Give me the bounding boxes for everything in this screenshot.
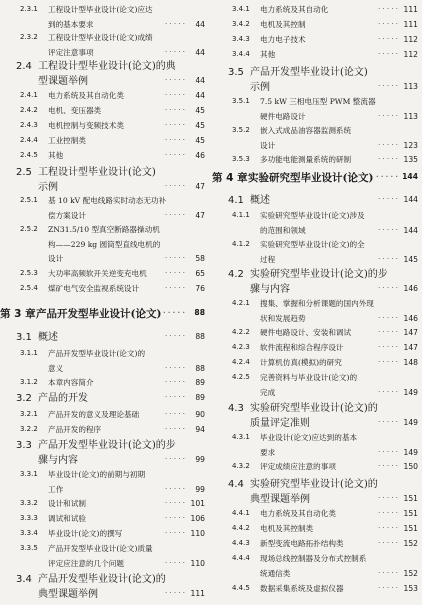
toc-entry (212, 156, 418, 171)
toc-page-number: 135 (403, 155, 418, 164)
toc-entry-title-line: 型课题举例 (38, 76, 88, 87)
toc-page-number: 76 (195, 284, 205, 293)
toc-entry-title-line: 电力电子技术 (260, 35, 306, 44)
toc-entry-title-line: 完成 (260, 387, 276, 397)
toc-page-number: 112 (403, 35, 418, 44)
toc-entry (0, 500, 205, 515)
toc-entry-title-line: 现场总线控制器及分布式控制系 (260, 554, 367, 563)
toc-entry-title-line: 硬件电路设计 (260, 111, 306, 121)
toc-entry-title-line: 产品开发的意义及理论基础 (48, 410, 140, 419)
toc-entry-number: 4.4.5 (232, 584, 250, 592)
toc-chapter-entry (0, 309, 205, 324)
toc-entry (0, 575, 205, 605)
toc-leader-dots: · · · · · (377, 358, 398, 366)
toc-entry-number: 4.3 (228, 403, 244, 414)
toc-entry-title-line: 骤与内容 (38, 455, 78, 466)
toc-entry (212, 510, 418, 525)
toc-leader-dots: · · · · · (163, 308, 185, 317)
toc-leader-dots: · · · · · (164, 254, 185, 262)
toc-page-number: 47 (195, 210, 205, 220)
toc-page-number: 147 (403, 343, 418, 352)
toc-entry-number: 4.2.2 (232, 328, 250, 336)
toc-entry-number: 4.1.1 (232, 211, 250, 219)
toc-page-number: 88 (195, 332, 205, 341)
toc-entry (0, 530, 205, 545)
toc-entry-number: 4.1 (228, 195, 244, 206)
toc-page-number: 46 (195, 151, 205, 160)
toc-leader-dots: · · · · · (164, 19, 185, 28)
toc-entry-title-line: 实验研究型毕业设计(论文)的全 (260, 240, 365, 249)
toc-entry-title-line: 电机及其控制类 (260, 524, 314, 533)
toc-entry (0, 62, 205, 92)
toc-page-number: 153 (403, 584, 418, 593)
toc-page-number: 111 (190, 589, 205, 598)
toc-entry-title-line: 其他 (48, 151, 64, 160)
toc-entry (212, 21, 418, 36)
toc-entry-title-line: 评定成绩应注意的事项 (260, 462, 336, 471)
toc-entry (0, 34, 205, 63)
toc-entry-number: 3.4 (16, 574, 32, 585)
toc-leader-dots: · · · · · (164, 378, 185, 386)
toc-leader-dots: · · · · · (164, 151, 185, 159)
toc-entry-title-line: 典型课题举例 (250, 494, 310, 505)
toc-entry (0, 426, 205, 441)
toc-entry-number: 第 3 章 (0, 308, 36, 320)
toc-entry-title-line: 实验研究型毕业设计(论文)的 (250, 479, 378, 490)
toc-page-number: 150 (403, 462, 418, 471)
toc-page-number: 152 (403, 539, 418, 548)
toc-entry (212, 270, 418, 300)
toc-leader-dots: · · · · · (377, 462, 398, 470)
toc-leader-dots: · · · · · (164, 393, 185, 401)
toc-leader-dots: · · · · · (377, 5, 398, 13)
toc-page-number: 145 (403, 254, 418, 264)
toc-entry-number: 4.2.4 (232, 358, 250, 366)
toc-page-number: 144 (402, 172, 418, 181)
toc-leader-dots: · · · · · (377, 387, 398, 396)
toc-leader-dots: · · · · · (164, 47, 185, 56)
toc-entry-title-line: 硬件电路设计、安装和调试 (260, 328, 352, 337)
toc-leader-dots: · · · · · (164, 106, 185, 114)
toc-entry (212, 404, 418, 434)
toc-entry-title-line: 产品开发型毕业设计(论文)的 (38, 574, 166, 585)
toc-leader-dots: · · · · · (377, 35, 398, 43)
toc-entry-title-line: 多功能电能测量系统的研制 (260, 155, 352, 164)
toc-leader-dots: · · · · · (377, 494, 398, 502)
toc-entry (212, 585, 418, 600)
toc-leader-dots: · · · · · (377, 284, 398, 292)
toc-leader-dots: · · · · · (377, 313, 398, 322)
toc-page-number: 113 (403, 111, 418, 121)
toc-page-number: 89 (195, 378, 205, 387)
toc-entry-title-line: 本章内容简介 (48, 378, 94, 387)
toc-entry-number: 4.2.3 (232, 343, 250, 351)
toc-entry-title-line: 基 10 kV 配电线路实时动态无功补 (48, 196, 167, 205)
toc-entry-title-line: 7.5 kW 三相电压型 PWM 整流器 (260, 97, 376, 106)
toc-entry-number: 3.2.1 (20, 410, 38, 418)
toc-entry (212, 51, 418, 66)
toc-page-number: 99 (195, 484, 205, 494)
toc-entry-title-line: 产品开发型毕业设计(论文)的步 (38, 440, 176, 451)
toc-entry-title-line: 实验研究型毕业设计(论文) (248, 172, 374, 184)
toc-entry-title-line: 其他 (260, 50, 276, 59)
toc-leader-dots: · · · · · (164, 410, 185, 418)
toc-entry-number: 3.5.3 (232, 155, 250, 163)
toc-entry-title-line: 大功率高频软开关逆变充电机 (48, 269, 147, 278)
toc-entry-number: 2.5.4 (20, 284, 38, 292)
toc-entry-number: 3.2.2 (20, 425, 38, 433)
toc-leader-dots: · · · · · (377, 50, 398, 58)
toc-entry-number: 2.5.1 (20, 196, 38, 204)
toc-entry (0, 411, 205, 426)
toc-page-number: 147 (403, 328, 418, 337)
toc-entry-title-line: 设计和试制 (48, 499, 86, 508)
toc-entry-number: 2.5.2 (20, 225, 38, 233)
toc-leader-dots: · · · · · (377, 328, 398, 336)
toc-page-number: 146 (403, 284, 418, 293)
toc-entry (0, 226, 205, 270)
toc-entry (212, 241, 418, 270)
toc-leader-dots: · · · · · (164, 284, 185, 292)
toc-entry-title-line: 典型课题举例 (38, 589, 98, 600)
toc-page-number: 151 (403, 524, 418, 533)
toc-entry (212, 359, 418, 374)
toc-entry (212, 525, 418, 540)
toc-entry (0, 394, 205, 409)
toc-entry-number: 4.4.4 (232, 554, 250, 562)
toc-chapter-entry (212, 173, 418, 188)
toc-entry (0, 107, 205, 122)
toc-entry-number: 4.3.1 (232, 433, 250, 441)
toc-entry-title-line: 概述 (250, 195, 270, 206)
toc-page-number: 45 (195, 106, 205, 115)
toc-entry (0, 285, 205, 300)
toc-entry-title-line: 电力系统及其自动化类 (260, 509, 336, 518)
toc-entry (212, 434, 418, 463)
toc-entry-number: 4.4.1 (232, 509, 250, 517)
toc-entry (212, 98, 418, 127)
toc-leader-dots: · · · · · (164, 484, 185, 493)
toc-leader-dots: · · · · · (164, 269, 185, 277)
toc-entry-number: 2.5.3 (20, 269, 38, 277)
toc-entry-number: 2.4.5 (20, 151, 38, 159)
toc-page-number: 45 (195, 136, 205, 145)
toc-entry (212, 36, 418, 51)
toc-entry (212, 300, 418, 329)
toc-entry-title-line: ZN31.5/10 型真空断路器操动机 (48, 225, 160, 234)
toc-entry-title-line: 要求 (260, 447, 276, 457)
toc-entry-title-line: 质量评定准则 (250, 418, 310, 429)
toc-page-number: 110 (190, 558, 205, 568)
toc-leader-dots: · · · · · (164, 499, 185, 507)
toc-leader-dots: · · · · · (164, 425, 185, 433)
toc-entry-title-line: 电力系统及其自动化 (260, 5, 329, 14)
toc-page-number: 111 (403, 20, 418, 29)
toc-entry-title-line: 概述 (38, 332, 58, 343)
toc-page-number: 111 (403, 5, 418, 14)
toc-entry-number: 4.2.1 (232, 299, 250, 307)
toc-entry-title-line: 产品开发型毕业设计(论文)质量 (48, 544, 153, 553)
toc-entry-number: 2.4.1 (20, 91, 38, 99)
toc-leader-dots: · · · · · (377, 111, 398, 120)
toc-entry-title-line: 评定注意事项 (48, 47, 94, 57)
toc-entry-number: 3.3.2 (20, 499, 38, 507)
toc-leader-dots: · · · · · (377, 509, 398, 517)
toc-entry (0, 379, 205, 394)
toc-entry-title-line: 计算机仿真(模拟)的研究 (260, 358, 342, 367)
toc-entry (212, 68, 418, 98)
toc-entry-number: 3.3.1 (20, 470, 38, 478)
toc-entry-number: 3.4.3 (232, 35, 250, 43)
toc-entry-title-line: 煤矿电气安全监视系统设计 (48, 284, 140, 293)
toc-entry-number: 2.5 (16, 167, 32, 178)
toc-page-number: 123 (403, 140, 418, 150)
toc-leader-dots: · · · · · (164, 558, 185, 567)
toc-entry-number: 3.4.4 (232, 50, 250, 58)
toc-leader-dots: · · · · · (377, 155, 398, 163)
toc-entry-title-line: 产品开发的程序 (48, 425, 102, 434)
toc-entry (212, 555, 418, 584)
toc-entry-title-line: 毕业设计(论文)的前期与初期 (48, 470, 146, 479)
toc-entry-title-line: 设计 (48, 254, 64, 263)
toc-page-number: 149 (403, 418, 418, 427)
toc-leader-dots: · · · · · (164, 210, 185, 219)
toc-entry-number: 2.4 (16, 61, 32, 72)
toc-page-number: 44 (195, 91, 205, 100)
toc-entry-number: 4.4 (228, 479, 244, 490)
toc-entry-number: 2.3.1 (20, 5, 38, 13)
toc-entry (0, 92, 205, 107)
toc-entry (0, 515, 205, 530)
toc-leader-dots: · · · · · (377, 254, 398, 263)
toc-leader-dots: · · · · · (164, 182, 185, 190)
toc-leader-dots: · · · · · (164, 589, 185, 597)
toc-entry-title-line: 工程设计型毕业设计(论文)应达 (48, 5, 153, 14)
toc-entry-title-line: 产品开发型毕业设计(论文) (36, 308, 162, 320)
toc-page-number: 101 (190, 499, 205, 508)
toc-entry (0, 441, 205, 471)
toc-page-number: 149 (403, 387, 418, 397)
toc-entry (212, 212, 418, 241)
toc-page-number: 89 (195, 393, 205, 402)
toc-page-number: 151 (403, 494, 418, 503)
toc-leader-dots: · · · · · (164, 91, 185, 99)
toc-entry-title-line: 电机控制与变频技术类 (48, 121, 124, 130)
toc-leader-dots: · · · · · (377, 418, 398, 426)
toc-page-number: 144 (403, 195, 418, 204)
toc-entry (0, 122, 205, 137)
toc-entry-number: 3.3.5 (20, 544, 38, 552)
toc-leader-dots: · · · · · (164, 76, 185, 84)
toc-leader-dots: · · · · · (377, 225, 398, 234)
toc-entry-number: 3.1 (16, 332, 32, 343)
toc-entry-number: 2.4.4 (20, 136, 38, 144)
toc-entry-title-line: 评定应注意的几个问题 (48, 558, 124, 568)
toc-page-number: 149 (403, 447, 418, 457)
toc-leader-dots: · · · · · (377, 447, 398, 456)
toc-entry-title-line: 产品的开发 (38, 393, 88, 404)
toc-page-number: 152 (403, 568, 418, 578)
toc-leader-dots: · · · · · (164, 332, 185, 340)
toc-entry-title-line: 产品开发型毕业设计(论文)的 (48, 349, 146, 358)
toc-page-number: 58 (195, 254, 205, 263)
toc-entry-number: 3.5 (228, 67, 244, 78)
toc-page-number: 113 (403, 82, 418, 91)
toc-page-number: 94 (195, 425, 205, 434)
toc-page-number: 44 (195, 19, 205, 29)
toc-entry-number: 4.2 (228, 269, 244, 280)
toc-entry-title-line: 到的基本要求 (48, 19, 94, 29)
toc-entry (0, 137, 205, 152)
toc-leader-dots: · · · · · (164, 455, 185, 463)
toc-leader-dots: · · · · · (164, 529, 185, 537)
toc-entry-title-line: 统通信类 (260, 568, 291, 578)
toc-entry (0, 168, 205, 198)
toc-entry-title-line: 工程设计型毕业设计(论文)的典 (38, 61, 176, 72)
toc-entry (212, 344, 418, 359)
toc-page-number: 65 (195, 269, 205, 278)
toc-entry-number: 3.5.2 (232, 126, 250, 134)
toc-entry-title-line: 的范围和领域 (260, 225, 306, 235)
toc-page-number: 148 (403, 358, 418, 367)
toc-entry-title-line: 新型变流电路拓扑结构类 (260, 539, 344, 548)
toc-page-number: 44 (195, 76, 205, 85)
toc-leader-dots: · · · · · (164, 363, 185, 372)
toc-entry-number: 第 4 章 (212, 172, 248, 184)
toc-page-number: 47 (195, 182, 205, 191)
toc-entry-title-line: 工程设计型毕业设计(论文)成绩 (48, 33, 153, 42)
toc-page-number: 88 (194, 308, 205, 317)
toc-entry-number: 2.4.2 (20, 106, 38, 114)
toc-entry-number: 3.5.1 (232, 97, 250, 105)
toc-entry-title-line: 数据采集系统及虚拟仪器 (260, 584, 344, 593)
toc-entry (0, 6, 205, 35)
toc-entry-number: 3.3.3 (20, 514, 38, 522)
toc-entry-title-line: 偿方案设计 (48, 210, 86, 220)
toc-entry-title-line: 工作 (48, 484, 64, 494)
toc-entry (0, 152, 205, 167)
toc-entry (212, 480, 418, 510)
toc-leader-dots: · · · · · (377, 343, 398, 351)
toc-entry-title-line: 调试和试验 (48, 514, 86, 523)
toc-entry (212, 6, 418, 21)
toc-entry (212, 329, 418, 344)
toc-entry-number: 4.2.5 (232, 373, 250, 381)
toc-leader-dots: · · · · · (376, 172, 398, 181)
toc-entry-title-line: 骤与内容 (250, 284, 290, 295)
toc-entry (0, 350, 205, 379)
toc-leader-dots: · · · · · (377, 140, 398, 149)
toc-leader-dots: · · · · · (377, 82, 398, 90)
toc-entry-title-line: 电机、变压器类 (48, 106, 102, 115)
toc-entry-title-line: 示例 (250, 82, 270, 93)
toc-entry (212, 374, 418, 403)
toc-entry-number: 3.3.4 (20, 529, 38, 537)
toc-page-number: 99 (195, 455, 205, 464)
toc-entry (0, 471, 205, 500)
toc-entry-number: 3.4.2 (232, 20, 250, 28)
toc-entry-title-line: 构——229 kg 圆筒型直线电机的 (48, 239, 161, 249)
toc-entry-number: 4.4.2 (232, 524, 250, 532)
toc-entry-number: 3.3 (16, 440, 32, 451)
toc-entry-number: 4.1.2 (232, 240, 250, 248)
toc-entry-title-line: 毕业设计(论文)的撰写 (48, 529, 123, 538)
toc-leader-dots: · · · · · (164, 121, 185, 129)
toc-page-number: 151 (403, 509, 418, 518)
toc-entry-number: 3.1.2 (20, 378, 38, 386)
toc-entry (212, 127, 418, 156)
toc-leader-dots: · · · · · (377, 539, 398, 547)
toc-page-number: 106 (190, 514, 205, 523)
toc-entry-title-line: 意义 (48, 363, 64, 373)
toc-leader-dots: · · · · · (164, 136, 185, 144)
toc-entry-title-line: 过程 (260, 254, 276, 264)
toc-entry-title-line: 完善资料与毕业设计(论文)的 (260, 373, 358, 382)
toc-leader-dots: · · · · · (377, 195, 398, 203)
toc-page-number: 44 (195, 47, 205, 57)
toc-entry-number: 2.3.2 (20, 33, 38, 41)
toc-leader-dots: · · · · · (377, 584, 398, 592)
toc-entry (212, 196, 418, 211)
toc-leader-dots: · · · · · (377, 20, 398, 28)
toc-page-number: 110 (190, 529, 205, 538)
toc-entry-title-line: 实验研究型毕业设计(论文)的 (250, 403, 378, 414)
toc-entry-number: 3.2 (16, 393, 32, 404)
toc-entry-title-line: 工业控制类 (48, 136, 86, 145)
toc-page-number: 45 (195, 121, 205, 130)
toc-entry-title-line: 产品开发型毕业设计(论文) (250, 67, 368, 78)
toc-entry-title-line: 软件流程和综合程序设计 (260, 343, 344, 352)
toc-entry (212, 540, 418, 555)
toc-entry-title-line: 实验研究型毕业设计(论文)的步 (250, 269, 388, 280)
toc-page-number: 146 (403, 313, 418, 323)
toc-entry-title-line: 搜集、掌握和分析课题的国内外现 (260, 299, 374, 308)
toc-entry-title-line: 嵌入式成品油容器监测系统 (260, 126, 352, 135)
toc-page-number: 144 (403, 225, 418, 235)
toc-page-number: 90 (195, 410, 205, 419)
toc-page-number: 112 (403, 50, 418, 59)
toc-leader-dots: · · · · · (377, 524, 398, 532)
toc-entry-number: 2.4.3 (20, 121, 38, 129)
toc-entry (0, 270, 205, 285)
toc-leader-dots: · · · · · (377, 568, 398, 577)
toc-entry-title-line: 毕业设计(论文)应达到的基本 (260, 433, 358, 442)
toc-entry-number: 3.1.1 (20, 349, 38, 357)
toc-entry-title-line: 设计 (260, 140, 276, 150)
toc-entry-number: 4.4.3 (232, 539, 250, 547)
toc-entry-number: 4.3.2 (232, 462, 250, 470)
toc-entry-title-line: 实验研究型毕业设计(论文)涉及 (260, 211, 365, 220)
toc-page-number: 88 (195, 363, 205, 373)
toc-entry-title-line: 状和发展趋势 (260, 313, 306, 323)
toc-entry (212, 463, 418, 478)
toc-entry-title-line: 示例 (38, 182, 58, 193)
toc-entry (0, 197, 205, 226)
toc-entry-title-line: 电机及其控制 (260, 20, 306, 29)
toc-entry-title-line: 工程设计型毕业设计(论文) (38, 167, 156, 178)
toc-entry (0, 333, 205, 348)
toc-entry-number: 3.4.1 (232, 5, 250, 13)
toc-entry-title-line: 电力系统及其自动化类 (48, 91, 124, 100)
toc-leader-dots: · · · · · (164, 514, 185, 522)
